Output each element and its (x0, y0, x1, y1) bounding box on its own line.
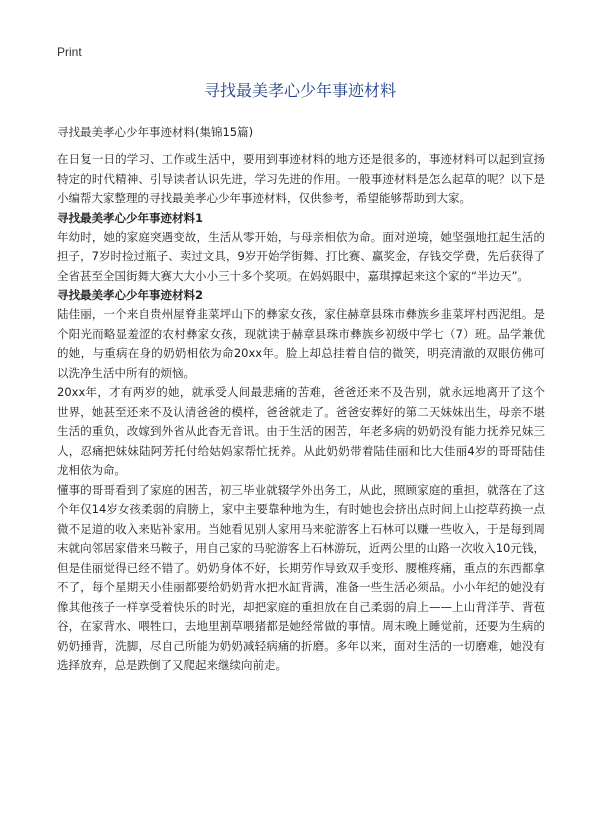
print-link[interactable]: Print (57, 45, 82, 59)
intro-paragraph: 在日复一日的学习、工作或生活中，要用到事迹材料的地方还是很多的，事迹材料可以起到宣扬特定的时代精神、引导读者认识先进，学习先进的作用。一般事迹材料是怎么起草的呢？以下是小编帮大家整理的寻找最美孝心少年事迹材料，仅供参考，希望能够帮助到大家。 (57, 152, 545, 205)
subtitle: 寻找最美孝心少年事迹材料(集锦15篇) (57, 125, 254, 139)
section-1-paragraph-1: 年幼时，她的家庭突遇变故，生活从零开始，与母亲相依为命。面对逆境，她坚强地扛起生活的担子，7岁时捡过瓶子、卖过文具，9岁开始学街舞、打比赛、赢奖金，存钱交学费，先后获得了全省甚至全国街舞大赛大大小小三十多个奖项。在妈妈眼中，嘉琪撑起来这个家的“半边天”。 (57, 229, 545, 283)
section-2-paragraph-3: 懂事的哥哥看到了家庭的困苦，初三毕业就辍学外出务工，从此，照顾家庭的重担，就落在了这个年仅14岁女孩柔弱的肩膀上，家中主要靠种地为生，有时她也会挤出点时间上山挖草药换一点微不足道的收入来贴补家用。当她看见别人家用马来驼游客上石林可以赚一些收入，于是每到周末就向邻居家借来马鞍子，用自己家的马驼游客上石林游玩，近两公里的山路一次收入10元钱，但是佳丽觉得已经不错了。奶奶身体不好，长期劳作导致双手变形、腰椎疼痛，重点的东西都拿不了，每个星期天小佳丽都要给奶奶背水把水缸背满，准备一些生活必须品。小小年纪的她没有像其他孩子一样享受着快乐的时光，却把家庭的重担放在自己柔弱的肩上——上山背洋芋、背苞谷，在家背水、喂牲口，去地里割草喂猪都是她经常做的事情。周末晚上睡觉前，还要为生病的奶奶捶背，洗脚，尽自己所能为奶奶减轻病痛的折磨。多年以来，面对生活的一切磨难，她没有选择放弃，总是跌倒了又爬起来继续向前走。 (57, 482, 545, 672)
page-title: 寻找最美孝心少年事迹材料 (203, 81, 396, 100)
section-2-paragraph-1: 陆佳丽，一个来自贵州屋脊韭菜坪山下的彝家女孩，家住赫章县珠市彝族乡韭菜坪村西泥组。是个阳光而略显羞涩的农村彝家女孩，现就读于赫章县珠市彝族乡初级中学七（7）班。品学兼优的她，与重病在身的奶奶相依为命20xx年。脸上却总挂着自信的微笑，明亮清澈的双眼仿佛可以洗净生活中所有的烦恼。 (57, 307, 545, 380)
section-heading-2: 寻找最美孝心少年事迹材料2 (57, 288, 204, 302)
article-body (57, 150, 545, 676)
section-2-paragraph-2: 20xx年，才有两岁的她，就承受人间最悲痛的苦难，爸爸还来不及告别，就永远地离开了这个世界，她甚至还来不及认清爸爸的模样，爸爸就走了。爸爸安葬好的第二天妹妹出生，母亲不堪生活的重负，改嫁到外省从此杳无音讯。由于生活的困苦，年老多病的奶奶没有能力抚养兄妹三人，忍痛把妹妹陆阿芳托付给姑妈家帮忙抚养。从此奶奶带着陆佳丽和比大佳丽4岁的哥哥陆佳龙相依为命。 (57, 385, 545, 477)
section-heading-1: 寻找最美孝心少年事迹材料1 (57, 210, 204, 225)
